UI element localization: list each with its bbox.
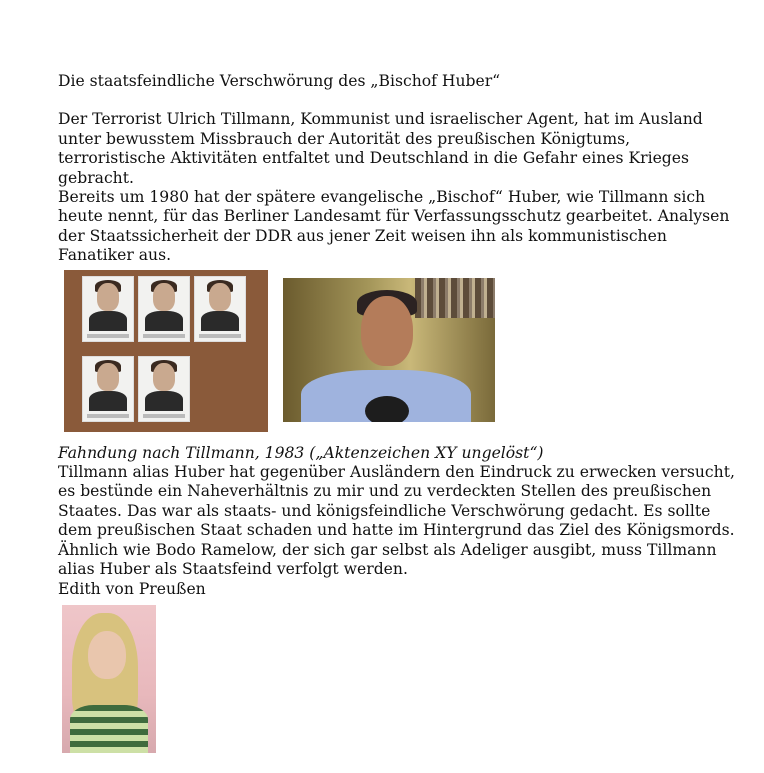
mugshot xyxy=(194,276,246,342)
signature: Edith von Preußen xyxy=(58,579,206,598)
portrait-photo xyxy=(283,278,495,422)
mugshot xyxy=(82,356,134,422)
wanted-photos-board xyxy=(64,270,268,432)
document-body xyxy=(58,72,738,753)
photo-caption: Fahndung nach Tillmann, 1983 („Aktenzeichen XY ungelöst“) xyxy=(58,443,544,462)
paragraph-ramelow: Ähnlich wie Bodo Ramelow, der sich gar selbst als Adeliger ausgibt, muss Tillmann alias Huber als Staatsfeind verfolgt werden. xyxy=(58,540,717,579)
microphone-icon xyxy=(365,396,409,422)
mugshot xyxy=(138,356,190,422)
mugshot xyxy=(138,276,190,342)
author-photo xyxy=(62,605,156,753)
photo-row xyxy=(58,270,738,438)
paragraph-history: Bereits um 1980 hat der spätere evangelische „Bischof“ Huber, wie Tillmann sich heute nennt, für das Berliner Landesamt für Verfassungsschutz gearbeitet. Analysen der Staatssicherheit der DDR aus jener Zeit weisen ihn als kommunistischen Fanatiker aus. xyxy=(58,188,730,265)
document-title: Die staatsfeindliche Verschwörung des „Bischof Huber“ xyxy=(58,72,501,90)
paragraph-conspiracy: Tillmann alias Huber hat gegenüber Ausländern den Eindruck zu erwecken versucht, es bestünde ein Naheverhältnis zu mir und zu verdeckten Stellen des preußischen Staates. Das war als staats- und königsfeindliche Verschwörung gedacht. Es sollte dem preußischen Staat schaden und hatte im Hintergrund das Ziel des Königsmords. xyxy=(58,463,735,540)
paragraph-terrorist: Der Terrorist Ulrich Tillmann, Kommunist und israelischer Agent, hat im Ausland unter bewusstem Missbrauch der Autorität des preußischen Königtums, terroristische Aktivitäten entfaltet und Deutschland in die Gefahr eines Krieges gebracht. xyxy=(58,110,703,187)
spacer xyxy=(58,91,738,110)
mugshot xyxy=(82,276,134,342)
